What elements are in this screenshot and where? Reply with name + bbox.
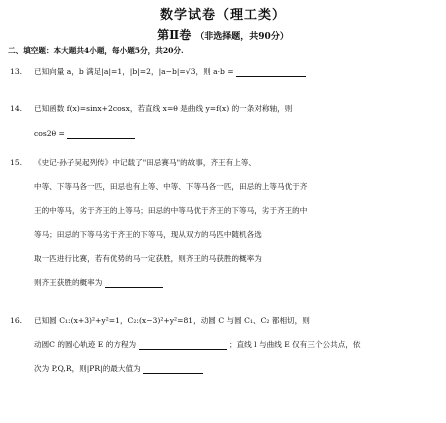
question-14-number: 14.	[10, 104, 23, 113]
volume-note: （非选择题，共90分）	[195, 32, 289, 42]
question-15-line-3: 王的中等马，劣于齐王的上等马；田忌的中等马优于齐王的下等马，劣于齐王的中	[34, 206, 308, 215]
question-14-answer-blank	[67, 130, 135, 139]
question-16-answer-blank-2	[143, 365, 203, 374]
question-16-line-3	[34, 364, 203, 374]
section-instruction: 填空题：本大题共4小题，每小题5分，共20分.	[23, 46, 184, 55]
question-16-number: 16.	[10, 316, 23, 325]
question-14-line-1: 已知函数 f(x)=sinx+2cosx，若直线 x=θ 是曲线 y=f(x) 的一条对称轴，则	[34, 104, 293, 113]
question-13-body: 已知向量 a，b 满足|a|=1，|b|=2，|a−b|=√3，则 a·b =	[34, 67, 234, 76]
question-15-line-5: 取一匹进行比赛，若有优势的马一定获胜，则齐王的马获胜的概率为	[34, 254, 262, 263]
question-16-body-3: 次为 P,Q,R，则|PR|的最大值为	[34, 364, 141, 373]
volume-title	[0, 26, 446, 43]
question-15-line-6	[34, 278, 163, 288]
question-15-body-6: 则齐王获胜的概率为	[34, 278, 103, 287]
question-15-number: 15.	[10, 158, 23, 167]
section-instruction-line	[8, 46, 184, 56]
question-15-line-2: 中等、下等马各一匹，田忌也有上等、中等、下等马各一匹，田忌的上等马优于齐	[34, 182, 308, 191]
question-15-answer-blank	[105, 279, 163, 288]
exam-title: 数学试卷（理工类）	[159, 8, 286, 23]
question-16-body-2: 动圆C 的圆心轨迹 E 的方程为	[34, 340, 137, 349]
question-13-text	[34, 67, 306, 77]
question-15-line-4: 等马；田忌的下等马劣于齐王的下等马，现从双方的马匹中随机各选	[34, 230, 262, 239]
question-14-line-2	[34, 129, 135, 139]
volume-label: 第Ⅱ卷	[157, 28, 192, 42]
question-14-body-2: cos2θ =	[34, 129, 65, 138]
question-16-line-2	[34, 340, 361, 350]
section-number: 二、	[8, 46, 24, 55]
question-13-answer-blank	[236, 68, 306, 77]
question-16-body-2b: ；直线 l 与曲线 E 仅有三个公共点，依	[228, 340, 361, 349]
question-13-number: 13.	[10, 67, 23, 76]
question-15-line-1: 《史记·孙子吴起列传》中记载了"田忌赛马"的故事，齐王有上等、	[34, 158, 257, 167]
question-16-answer-blank-1	[139, 341, 227, 350]
question-16-line-1: 已知圆 C₁:(x+3)²+y²=1，C₂:(x−3)²+y²=81，动圆 C 与圆 C₁、C₂ 都相切，则	[34, 316, 310, 325]
